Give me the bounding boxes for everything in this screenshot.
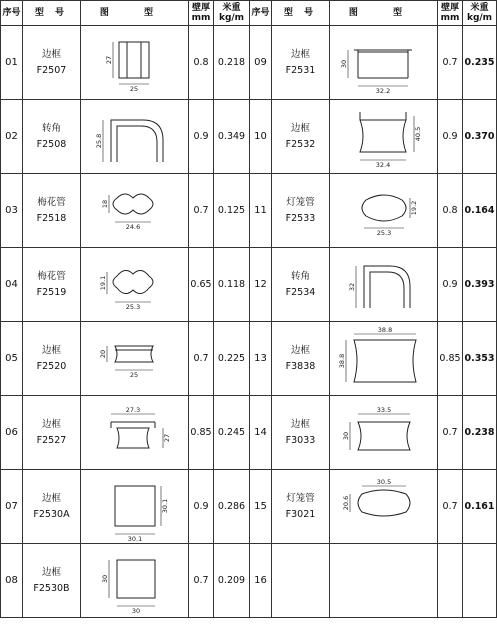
dimension-label: 32.2 [375,86,391,95]
dimension-label: 25.8 [95,133,103,148]
weight-per-meter: 0.118 [214,248,250,322]
header-thickness-unit: mm [440,13,460,23]
wall-thickness: 0.8 [189,26,214,100]
model-name: 灯笼管 [286,196,315,208]
profile-drawing [81,176,189,246]
header-profile: 图 型 [81,1,189,26]
weight-per-meter: 0.286 [214,470,250,544]
model-cell [23,248,81,322]
wall-thickness: 0.7 [438,396,463,470]
dimension-label: 19.2 [410,200,418,215]
weight-per-meter: 0.353 [463,322,497,396]
wall-thickness: 0.7 [189,174,214,248]
dimension-label: 19.1 [99,275,107,290]
profile-cell [81,396,189,470]
wall-thickness: 0.7 [438,470,463,544]
dimension-label: 30 [342,431,350,440]
weight-per-meter [463,544,497,618]
dimension-label: 30 [340,59,348,68]
model-name: 边框 [41,344,61,356]
model-cell [272,100,330,174]
model-code: F3021 [285,508,316,520]
dimension-label: 25.3 [376,228,392,237]
seq-number: 05 [1,322,23,396]
model-cell [272,248,330,322]
weight-per-meter: 0.393 [463,248,497,322]
table-row [1,544,497,618]
dimension-label: 25.3 [125,302,141,311]
dimension-label: 25 [129,370,139,379]
weight-per-meter: 0.209 [214,544,250,618]
model-cell [272,26,330,100]
model-code: F2530B [33,582,70,594]
profile-drawing [81,472,189,542]
wall-thickness: 0.7 [438,26,463,100]
seq-number: 01 [1,26,23,100]
profile-drawing [330,398,438,468]
profile-cell [330,322,438,396]
dimension-label: 27 [105,55,113,64]
dimension-label: 33.5 [376,405,392,414]
seq-number: 13 [250,322,272,396]
table-row [1,26,497,100]
model-code: F2530A [33,508,70,520]
weight-per-meter: 0.225 [214,322,250,396]
dimension-label: 30.5 [376,477,392,486]
model-cell [23,100,81,174]
profile-drawing [330,250,438,320]
header-model-right: 型 号 [272,1,330,26]
wall-thickness: 0.9 [189,100,214,174]
dimension-label: 40.5 [414,126,422,141]
model-cell [272,322,330,396]
wall-thickness: 0.85 [189,396,214,470]
header-thickness-right [438,1,463,26]
dimension-label: 30.1 [127,534,143,542]
wall-thickness: 0.7 [189,322,214,396]
model-cell [23,396,81,470]
weight-per-meter: 0.125 [214,174,250,248]
table-row [1,248,497,322]
dimension-label: 38.8 [377,325,393,334]
seq-number: 02 [1,100,23,174]
wall-thickness: 0.9 [438,100,463,174]
header-row [1,1,497,26]
profile-cell [330,26,438,100]
model-code: F3033 [285,434,316,446]
wall-thickness: 0.9 [438,248,463,322]
model-name: 梅花管 [37,270,66,282]
model-name: 边框 [290,48,310,60]
weight-per-meter: 0.238 [463,396,497,470]
wall-thickness: 0.85 [438,322,463,396]
model-code: F2519 [36,286,67,298]
profile-drawing [330,28,438,98]
seq-number: 04 [1,248,23,322]
dimension-label: 30 [101,574,109,583]
model-name: 边框 [290,344,310,356]
profile-cell [81,544,189,618]
weight-per-meter: 0.349 [214,100,250,174]
model-cell [23,544,81,618]
weight-per-meter: 0.218 [214,26,250,100]
model-cell [272,470,330,544]
profile-cell [81,470,189,544]
dimension-label: 38.8 [338,353,346,368]
profile-cell [81,248,189,322]
header-thickness [189,1,214,26]
dimension-label: 20.6 [342,495,350,510]
model-code: F3838 [285,360,316,372]
header-weight-label: 米重 [470,3,489,13]
wall-thickness: 0.8 [438,174,463,248]
profile-drawing [330,472,438,542]
table-row [1,322,497,396]
header-thickness-label: 壁厚 [440,3,459,13]
seq-number: 15 [250,470,272,544]
model-cell [23,470,81,544]
seq-number: 12 [250,248,272,322]
profile-cell [81,322,189,396]
model-name: 边框 [41,418,61,430]
model-code: F2534 [285,286,316,298]
profile-cell [330,174,438,248]
seq-number: 14 [250,396,272,470]
wall-thickness: 0.7 [189,544,214,618]
profile-cell [81,26,189,100]
model-cell [23,174,81,248]
model-cell [272,396,330,470]
header-seq: 序号 [1,1,23,26]
model-name: 边框 [41,48,61,60]
profile-drawing [81,28,189,98]
model-code: F2533 [285,212,316,224]
header-weight-unit: kg/m [218,13,245,23]
profile-drawing [330,324,438,394]
profile-drawing [330,102,438,172]
dimension-label: 27.3 [125,405,141,414]
model-cell [272,174,330,248]
model-code: F2507 [36,64,67,76]
model-code: F2518 [36,212,67,224]
header-weight [214,1,250,26]
model-name: 转角 [41,122,61,134]
header-seq-right: 序号 [250,1,272,26]
profile-drawing [81,324,189,394]
table-row [1,100,497,174]
model-name: 边框 [290,122,310,134]
model-cell [23,26,81,100]
model-name: 边框 [41,492,61,504]
table-row [1,174,497,248]
header-thickness-unit: mm [191,13,211,23]
wall-thickness [438,544,463,618]
model-code: F2508 [36,138,67,150]
model-name: 边框 [41,566,61,578]
profile-cell [330,470,438,544]
header-weight-right [463,1,497,26]
profile-cell [330,100,438,174]
dimension-label: 30 [131,606,141,615]
header-weight-unit: kg/m [466,13,493,23]
header-weight-label: 米重 [222,3,241,13]
model-code: F2520 [36,360,67,372]
profile-drawing [81,250,189,320]
dimension-label: 24.6 [125,222,141,231]
model-code: F2531 [285,64,316,76]
weight-per-meter: 0.235 [463,26,497,100]
weight-per-meter: 0.245 [214,396,250,470]
dimension-label: 27 [163,433,171,442]
profile-drawing [81,398,189,468]
dimension-label: 32 [348,282,356,291]
seq-number: 09 [250,26,272,100]
model-name: 梅花管 [37,196,66,208]
profile-cell [330,544,438,618]
seq-number: 08 [1,544,23,618]
model-cell [23,322,81,396]
model-name: 灯笼管 [286,492,315,504]
header-profile-right: 图 型 [330,1,438,26]
dimension-label: 20 [99,349,107,358]
wall-thickness: 0.65 [189,248,214,322]
profile-drawing [81,102,189,172]
seq-number: 07 [1,470,23,544]
table-row [1,396,497,470]
model-name: 转角 [290,270,310,282]
profile-cell [81,100,189,174]
profile-cell [81,174,189,248]
seq-number: 10 [250,100,272,174]
profile-cell [330,396,438,470]
profile-drawing [81,546,189,616]
header-model: 型 号 [23,1,81,26]
profile-cell [330,248,438,322]
model-name: 边框 [290,418,310,430]
table-row [1,470,497,544]
model-code: F2527 [36,434,67,446]
weight-per-meter: 0.164 [463,174,497,248]
dimension-label: 25 [129,84,139,93]
model-code: F2532 [285,138,316,150]
wall-thickness: 0.9 [189,470,214,544]
dimension-label: 32.4 [375,160,391,169]
weight-per-meter: 0.161 [463,470,497,544]
seq-number: 11 [250,174,272,248]
model-cell [272,544,330,618]
profile-drawing [330,176,438,246]
seq-number: 16 [250,544,272,618]
dimension-label: 18 [101,199,109,208]
seq-number: 06 [1,396,23,470]
dimension-label: 30.1 [161,498,169,513]
weight-per-meter: 0.370 [463,100,497,174]
header-thickness-label: 壁厚 [191,3,210,13]
seq-number: 03 [1,174,23,248]
